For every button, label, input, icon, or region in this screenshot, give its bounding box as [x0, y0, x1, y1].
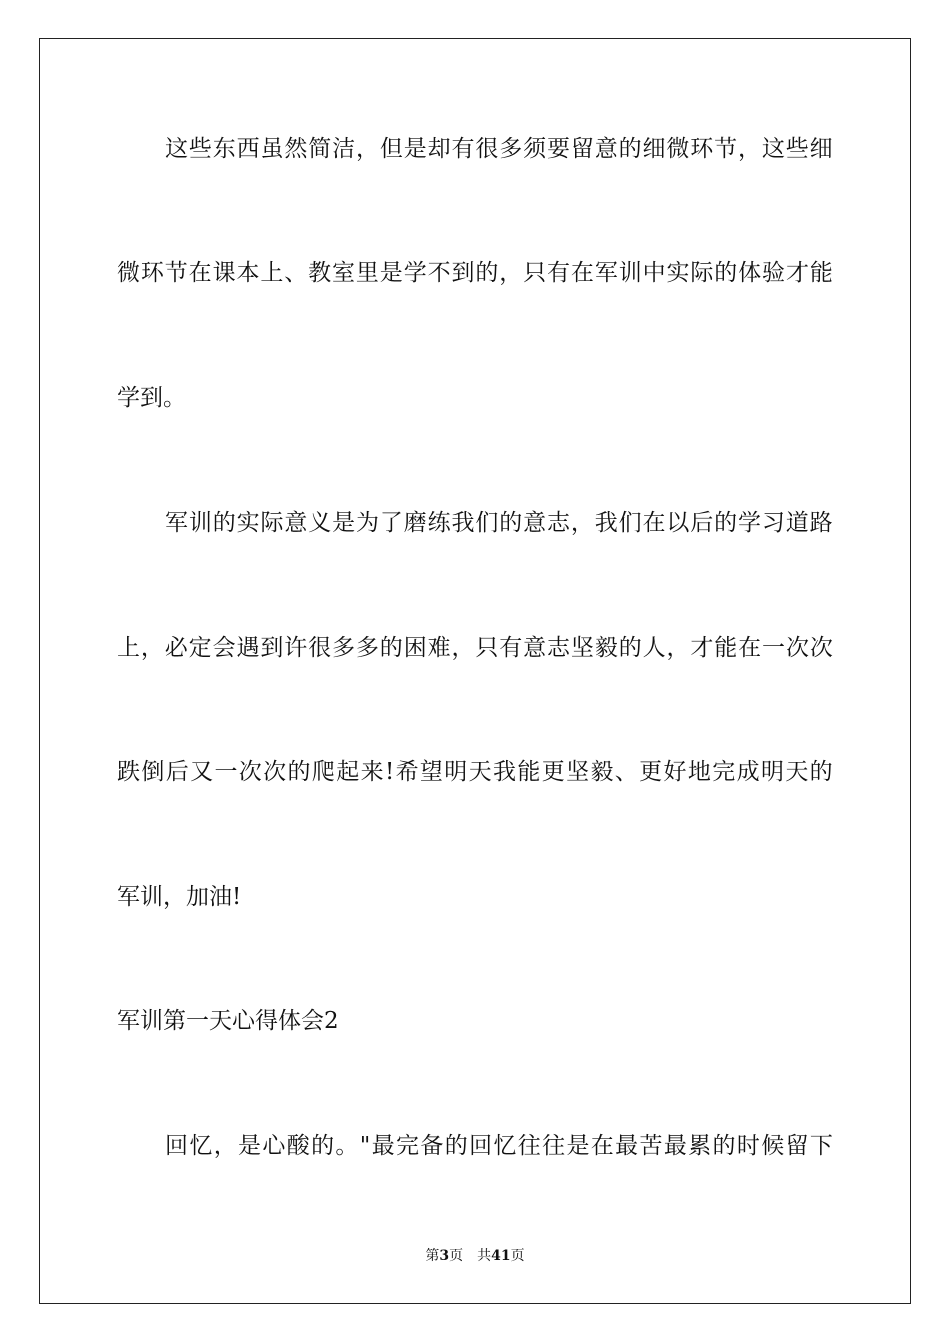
paragraph-1-line-1: 这 些 东 西 虽 然 简 洁 ， 但 是 却 有 很 多 须 要 留 意 的 细 微 环 节 ， 这 些 细 — [165, 136, 833, 162]
section-heading: 军训第一天心得体会2 — [117, 1008, 339, 1034]
footer-total-suffix: 页 — [510, 1248, 525, 1264]
footer-total-prefix: 共 — [477, 1248, 492, 1264]
paragraph-2-line-1: 军 训 的 实 际 意 义 是 为 了 磨 练 我 们 的 意 志 ， 我 们 在 以 后 的 学 习 道 路 — [165, 510, 833, 536]
paragraph-1-line-3: 学到。 — [117, 385, 186, 411]
footer-page-number: 3 — [439, 1248, 450, 1264]
footer-page-suffix: 页 — [449, 1248, 464, 1264]
page-footer — [0, 1247, 950, 1265]
paragraph-3-line-1: 回 忆 ， 是 心 酸 的 。 " 最 完 备 的 回 忆 往 往 是 在 最 苦 最 累 的 时 候 留 下 — [165, 1133, 833, 1159]
paragraph-2-line-3: 跌 倒 后 又 一 次 次 的 爬 起 来 ! 希 望 明 天 我 能 更 坚 毅 、 更 好 地 完 成 明 天 的 — [117, 759, 833, 785]
footer-page-prefix: 第 — [425, 1248, 440, 1264]
paragraph-2-line-4: 军训，加油! — [117, 884, 242, 910]
page-border — [39, 38, 911, 1304]
paragraph-1-line-2: 微 环 节 在 课 本 上 、 教 室 里 是 学 不 到 的 ， 只 有 在 军 训 中 实 际 的 体 验 才 能 — [117, 260, 833, 286]
paragraph-2-line-2: 上 ， 必 定 会 遇 到 许 很 多 多 的 困 难 ， 只 有 意 志 坚 毅 的 人 ， 才 能 在 一 次 次 — [117, 635, 833, 661]
footer-total-number: 41 — [491, 1248, 511, 1264]
